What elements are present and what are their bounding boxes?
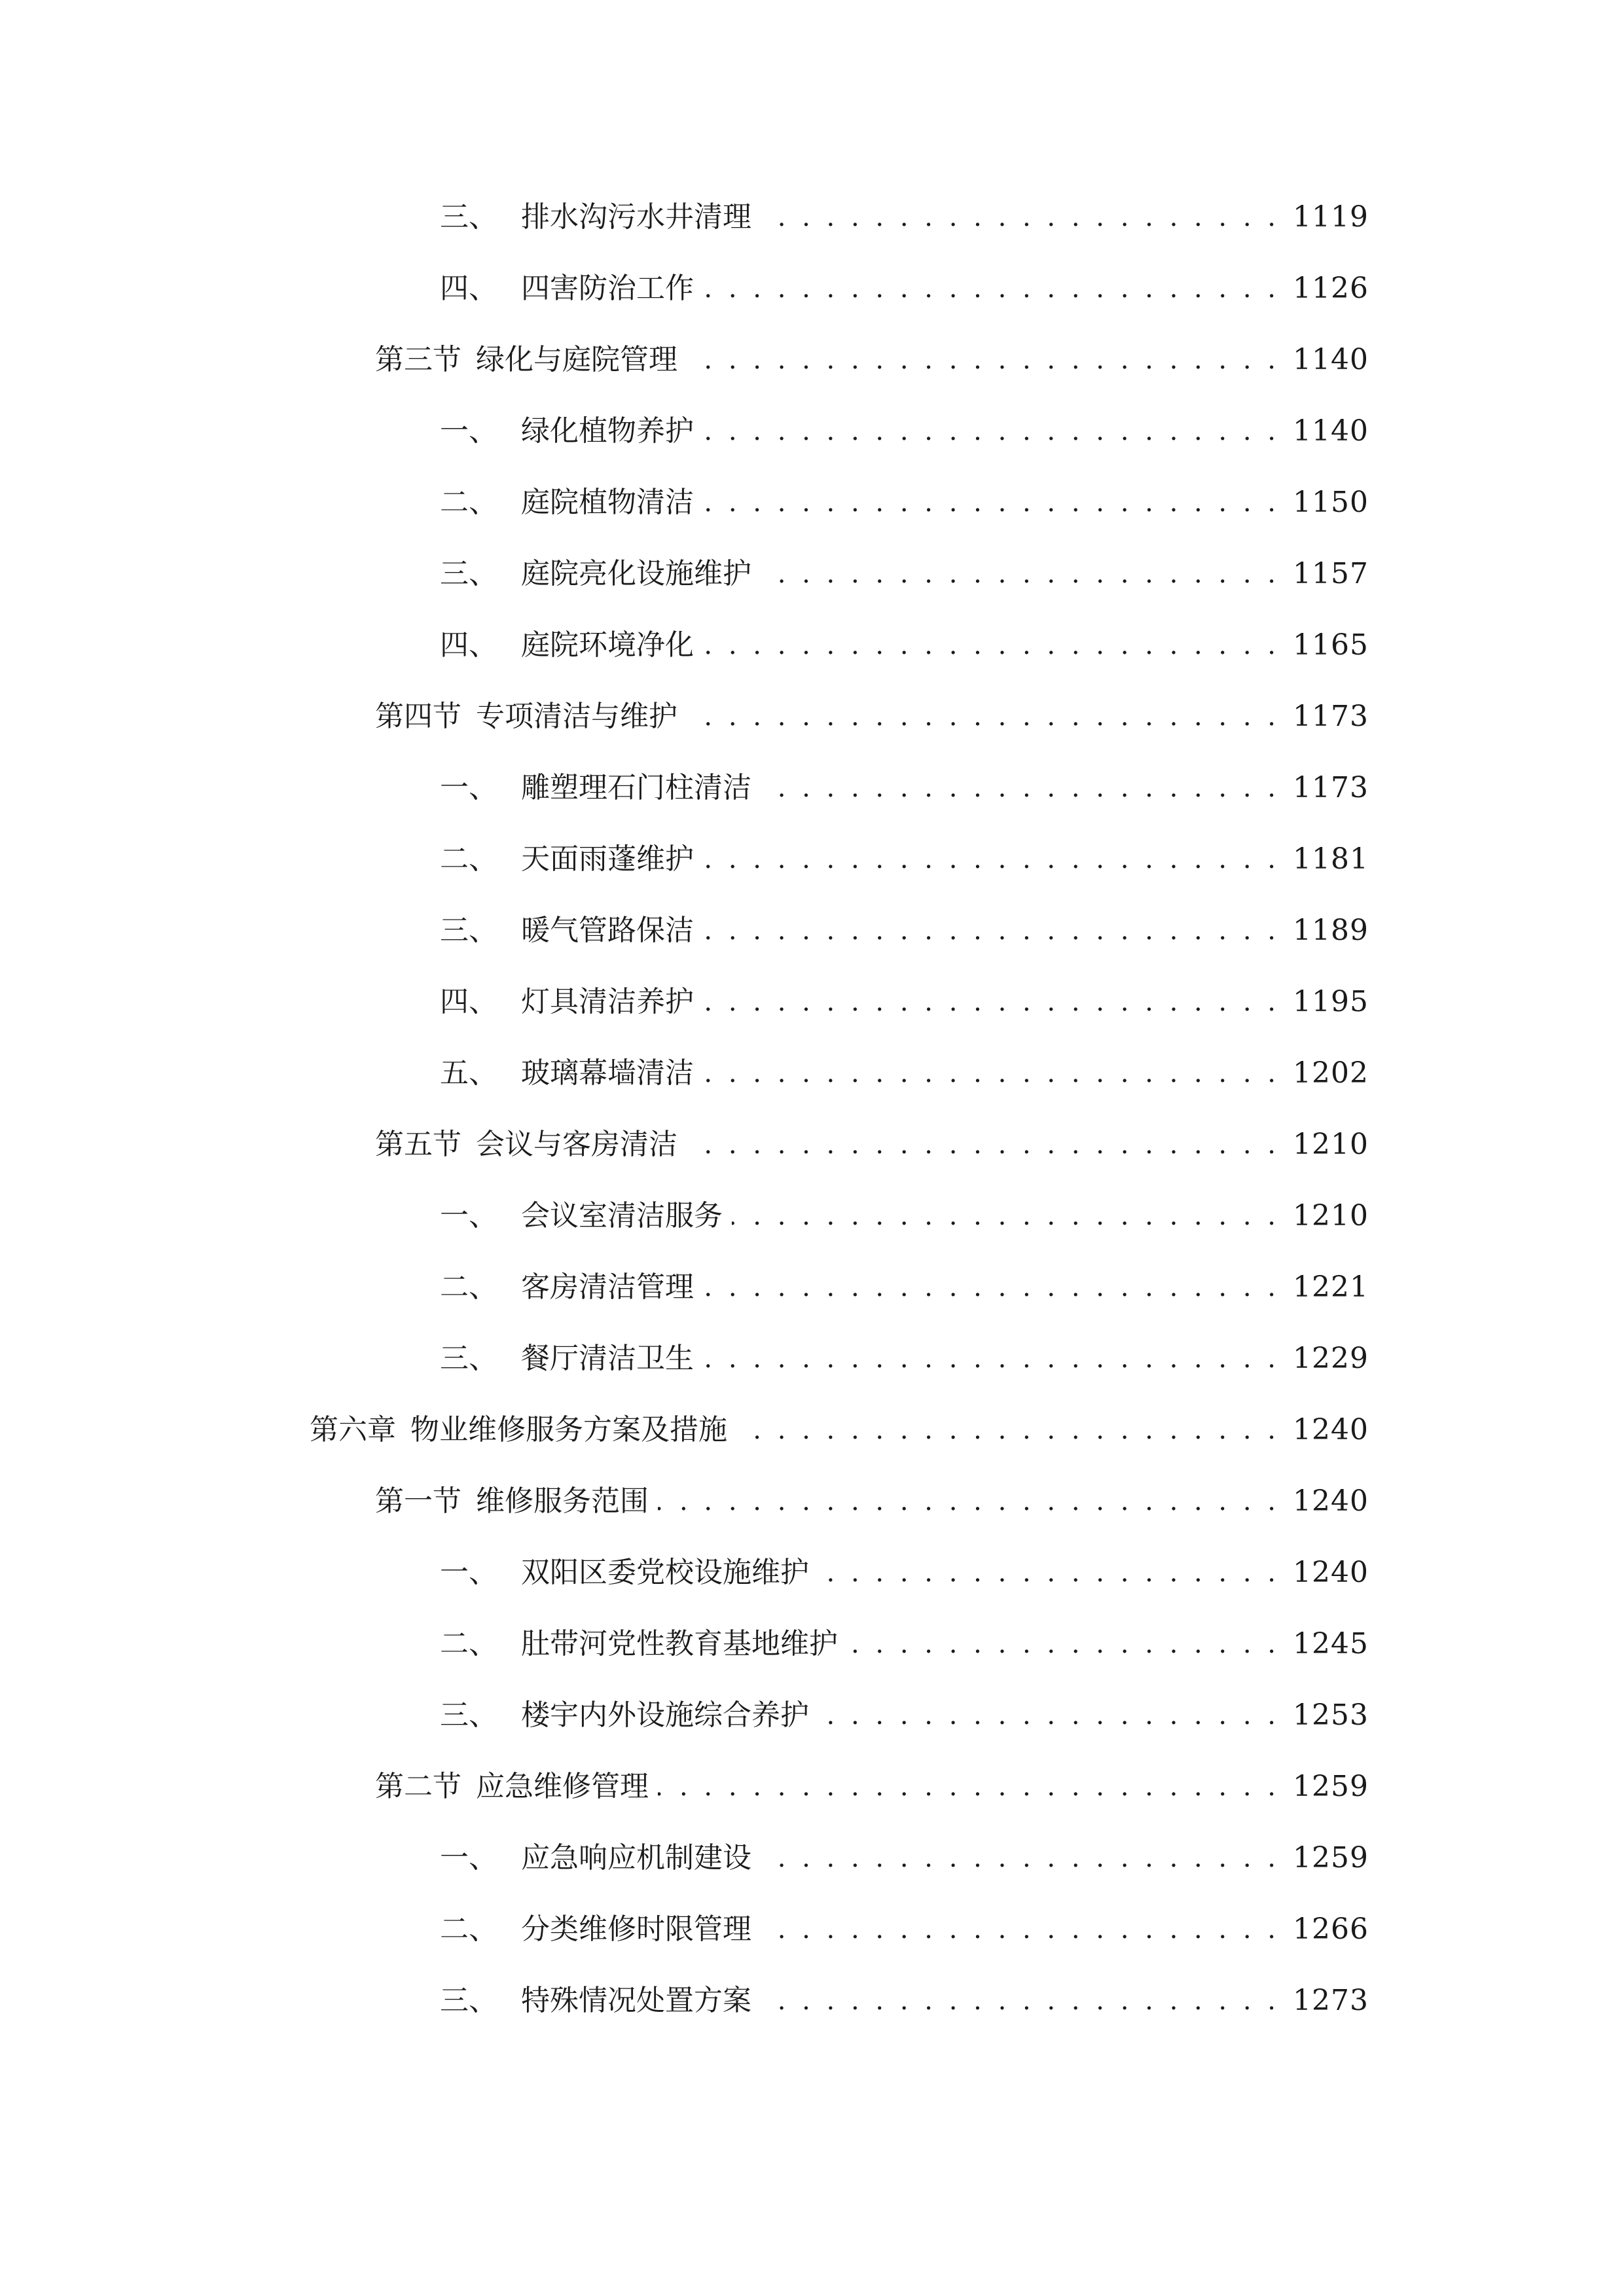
toc-entry-page: 1240 — [1293, 1556, 1369, 1589]
toc-entry[interactable] — [440, 1689, 1369, 1742]
toc-entry[interactable] — [440, 833, 1369, 886]
toc-entry-number: 三、 — [440, 1984, 497, 2017]
toc-entry-title: 肚带河党性教育基地维护 — [521, 1627, 838, 1660]
toc-entry-page: 1259 — [1293, 1841, 1369, 1874]
toc-entry-title: 绿化与庭院管理 — [476, 343, 677, 376]
dot-leader — [703, 1261, 1280, 1314]
toc-entry-page: 1229 — [1293, 1342, 1369, 1375]
toc-entry[interactable] — [440, 1618, 1369, 1670]
dot-leader — [847, 1618, 1280, 1670]
toc-entry-page: 1140 — [1293, 343, 1369, 376]
toc-entry-number: 一、 — [440, 771, 497, 804]
toc-entry[interactable] — [440, 476, 1369, 529]
toc-entry-page: 1165 — [1293, 628, 1369, 662]
toc-entry[interactable] — [440, 548, 1369, 600]
toc-entry-number: 一、 — [440, 1556, 497, 1589]
toc-entry-title: 庭院环境净化 — [521, 628, 694, 662]
toc-entry[interactable] — [375, 1119, 1369, 1171]
toc-entry-number: 二、 — [440, 486, 497, 519]
toc-entry-title: 庭院亮化设施维护 — [521, 557, 751, 590]
toc-entry-title: 客房清洁管理 — [521, 1270, 694, 1304]
toc-entry-page: 1189 — [1293, 914, 1369, 947]
toc-entry[interactable] — [375, 1761, 1369, 1813]
dot-leader — [703, 833, 1280, 886]
dot-leader — [703, 476, 1280, 529]
dot-leader — [761, 191, 1280, 243]
toc-entry-number: 第四节 — [375, 700, 461, 733]
toc-entry-title: 雕塑理石门柱清洁 — [521, 771, 751, 804]
toc-entry-page: 1259 — [1293, 1770, 1369, 1803]
toc-entry-page: 1240 — [1293, 1413, 1369, 1446]
toc-entry-title: 专项清洁与维护 — [476, 700, 677, 733]
toc-entry-number: 三、 — [440, 200, 497, 234]
toc-entry-page: 1126 — [1293, 272, 1369, 305]
toc-entry[interactable] — [375, 1475, 1369, 1528]
toc-entry-page: 1119 — [1293, 200, 1369, 234]
toc-entry-number: 一、 — [440, 1841, 497, 1874]
toc-entry-number: 第一节 — [375, 1484, 461, 1518]
toc-entry-page: 1253 — [1293, 1698, 1369, 1732]
toc-entry[interactable] — [440, 1975, 1369, 2027]
toc-entry[interactable] — [375, 691, 1369, 743]
toc-entry-title: 特殊情况处置方案 — [521, 1984, 751, 2017]
toc-entry-title: 庭院植物清洁 — [521, 486, 694, 519]
dot-leader — [703, 405, 1280, 457]
toc-entry-page: 1140 — [1293, 414, 1369, 448]
toc-entry-title: 楼宇内外设施综合养护 — [521, 1698, 809, 1732]
toc-entry-page: 1173 — [1293, 771, 1369, 804]
toc-entry-page: 1150 — [1293, 486, 1369, 519]
toc-entry[interactable] — [440, 191, 1369, 243]
toc-entry-number: 四、 — [440, 985, 497, 1018]
toc-entry-page: 1240 — [1293, 1484, 1369, 1518]
toc-entry-title: 物业维修服务方案及措施 — [410, 1413, 727, 1446]
toc-entry-number: 第六章 — [310, 1413, 396, 1446]
toc-entry-page: 1202 — [1293, 1056, 1369, 1090]
toc-entry-title: 应急维修管理 — [476, 1770, 649, 1803]
toc-entry-number: 二、 — [440, 1912, 497, 1946]
toc-entry-title: 暖气管路保洁 — [521, 914, 694, 947]
toc-entry-number: 一、 — [440, 414, 497, 448]
toc-entry-title: 四害防治工作 — [521, 272, 694, 305]
dot-leader — [687, 691, 1280, 743]
dot-leader — [703, 262, 1280, 315]
toc-entry[interactable] — [440, 619, 1369, 672]
toc-entry-title: 玻璃幕墙清洁 — [521, 1056, 694, 1090]
toc-entry-number: 五、 — [440, 1056, 497, 1090]
dot-leader — [703, 1333, 1280, 1385]
toc-entry[interactable] — [440, 762, 1369, 814]
toc-entry-title: 会议室清洁服务 — [521, 1199, 723, 1232]
toc-entry[interactable] — [440, 1333, 1369, 1385]
toc-entry-title: 分类维修时限管理 — [521, 1912, 751, 1946]
toc-entry[interactable] — [440, 1261, 1369, 1314]
toc-entry-page: 1266 — [1293, 1912, 1369, 1946]
toc-entry[interactable] — [440, 1832, 1369, 1884]
toc-entry-page: 1273 — [1293, 1984, 1369, 2017]
toc-entry-number: 四、 — [440, 272, 497, 305]
toc-entry-number: 四、 — [440, 628, 497, 662]
toc-entry-title: 天面雨蓬维护 — [521, 842, 694, 876]
toc-entry-number: 二、 — [440, 842, 497, 876]
toc-entry[interactable] — [310, 1404, 1369, 1456]
dot-leader — [658, 1475, 1280, 1528]
dot-leader — [703, 1047, 1280, 1100]
dot-leader — [703, 905, 1280, 957]
toc-entry[interactable] — [440, 1190, 1369, 1242]
dot-leader — [703, 619, 1280, 672]
toc-entry-title: 会议与客房清洁 — [476, 1128, 677, 1161]
dot-leader — [658, 1761, 1280, 1813]
dot-leader — [732, 1190, 1280, 1242]
toc-entry[interactable] — [440, 262, 1369, 315]
toc-entry-number: 三、 — [440, 557, 497, 590]
toc-entry-page: 1221 — [1293, 1270, 1369, 1304]
toc-entry-number: 三、 — [440, 914, 497, 947]
toc-entry-number: 第三节 — [375, 343, 461, 376]
toc-entry-number: 第二节 — [375, 1770, 461, 1803]
toc-entry-title: 绿化植物养护 — [521, 414, 694, 448]
toc-entry-page: 1195 — [1293, 985, 1369, 1018]
toc-entry-page: 1181 — [1293, 842, 1369, 876]
toc-entry-title: 应急响应机制建设 — [521, 1841, 751, 1874]
dot-leader — [761, 762, 1280, 814]
dot-leader — [761, 548, 1280, 600]
dot-leader — [687, 334, 1280, 386]
toc-entry[interactable] — [440, 405, 1369, 457]
toc-entry-number: 二、 — [440, 1270, 497, 1304]
dot-leader — [818, 1547, 1280, 1599]
dot-leader — [736, 1404, 1280, 1456]
toc-entry-number: 二、 — [440, 1627, 497, 1660]
toc-entry[interactable] — [440, 1047, 1369, 1100]
toc-entry-title: 维修服务范围 — [476, 1484, 649, 1518]
toc-entry-page: 1245 — [1293, 1627, 1369, 1660]
toc-entry-title: 排水沟污水井清理 — [521, 200, 751, 234]
toc-entry[interactable] — [440, 905, 1369, 957]
toc-entry-title: 双阳区委党校设施维护 — [521, 1556, 809, 1589]
toc-entry[interactable] — [440, 1547, 1369, 1599]
toc-entry[interactable] — [375, 334, 1369, 386]
toc-entry-number: 三、 — [440, 1698, 497, 1732]
dot-leader — [761, 1903, 1280, 1956]
toc-entry-number: 一、 — [440, 1199, 497, 1232]
dot-leader — [818, 1689, 1280, 1742]
toc-entry-title: 餐厅清洁卫生 — [521, 1342, 694, 1375]
toc-entry-number: 三、 — [440, 1342, 497, 1375]
toc-entry[interactable] — [440, 1903, 1369, 1956]
toc-entry-page: 1157 — [1293, 557, 1369, 590]
dot-leader — [703, 976, 1280, 1028]
toc-entry-page: 1210 — [1293, 1128, 1369, 1161]
toc-entry-page: 1210 — [1293, 1199, 1369, 1232]
dot-leader — [761, 1975, 1280, 2027]
toc-entry-number: 第五节 — [375, 1128, 461, 1161]
toc-entry-title: 灯具清洁养护 — [521, 985, 694, 1018]
toc-entry[interactable] — [440, 976, 1369, 1028]
dot-leader — [687, 1119, 1280, 1171]
dot-leader — [761, 1832, 1280, 1884]
toc-entry-page: 1173 — [1293, 700, 1369, 733]
